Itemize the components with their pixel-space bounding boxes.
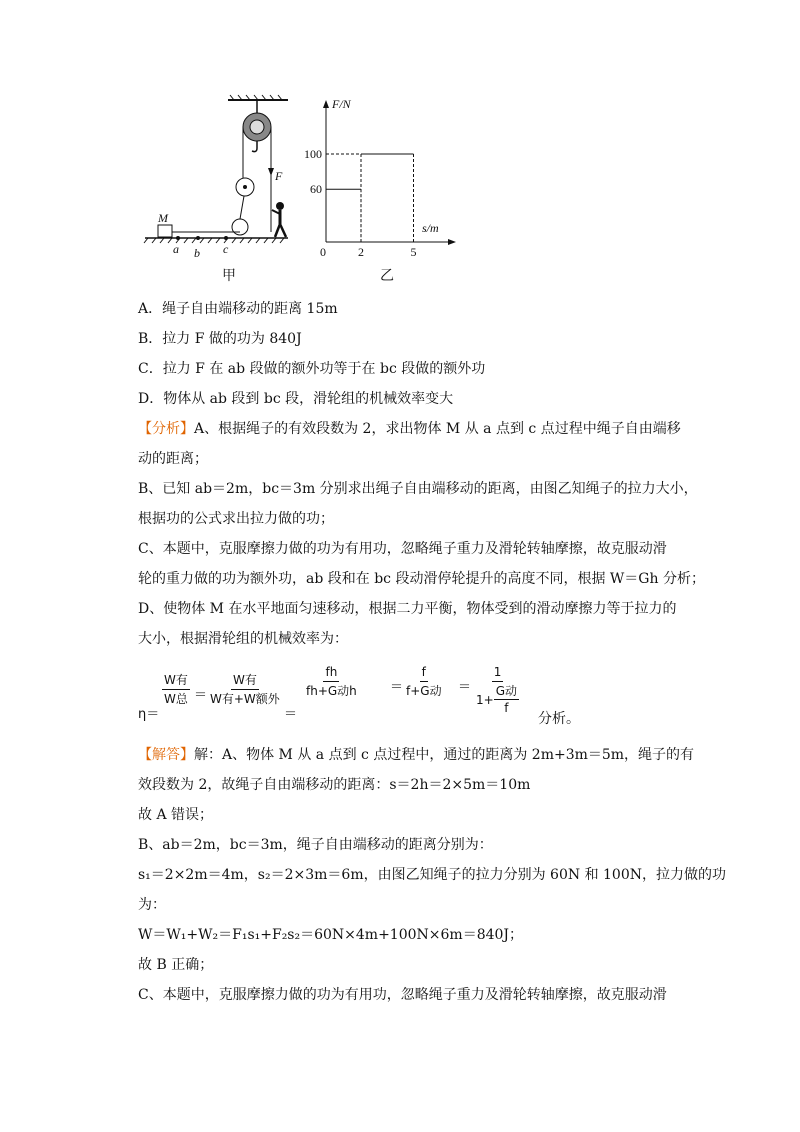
- fraction-5-den: [474, 682, 521, 716]
- fraction-2-den: W有+W额外: [210, 692, 280, 706]
- answer-line7: W＝W₁+W₂＝F₁s₁+F₂s₂＝60N×4m+100N×6m＝840J；: [138, 927, 524, 943]
- analysis-b-line1: B、已知 ab＝2m，bc＝3m 分别求出绳子自由端移动的距离，由图乙知绳子的拉力大小，: [138, 481, 698, 497]
- y-tick-label: 100: [304, 147, 322, 161]
- point-c-label: c: [223, 242, 229, 256]
- inner-fraction: [494, 683, 519, 716]
- efficiency-formula: [138, 664, 678, 734]
- x-tick-label: 5: [410, 245, 417, 259]
- equals-2: ＝: [284, 707, 298, 722]
- x-axis-label: s/m: [422, 221, 439, 235]
- answer-line4: B、ab＝2m，bc＝3m，绳子自由端移动的距离分别为：: [138, 837, 493, 853]
- option-c: C．拉力 F 在 ab 段做的额外功等于在 bc 段做的额外功: [138, 361, 486, 377]
- answer-line6: 为：: [138, 897, 166, 913]
- document-body: [138, 294, 726, 1010]
- person-figure: [272, 202, 286, 237]
- fraction-1-den: W总: [164, 692, 188, 706]
- y-tick-label: 60: [310, 182, 322, 197]
- ground-pulley: [232, 219, 248, 235]
- answer-line2: 效段数为 2，故绳子自由端移动的距离：s＝2h＝2×5m＝10m: [138, 777, 531, 793]
- inner-fraction-num: G动: [495, 684, 518, 698]
- fraction-5-num: 1: [492, 664, 504, 682]
- fraction-2-num: W有: [231, 672, 259, 690]
- x-tick-label: 2: [358, 245, 364, 259]
- ground: [144, 238, 288, 243]
- analysis-d-line1: D、使物体 M 在水平地面匀速移动，根据二力平衡，物体受到的滑动摩擦力等于拉力的: [138, 601, 677, 617]
- equals-1: ＝: [194, 688, 208, 703]
- analysis-b-line2: 根据功的公式求出拉力做的功；: [138, 511, 334, 527]
- equals-3: ＝: [390, 680, 404, 695]
- answer-line9: C、本题中，克服摩擦力做的功为有用功，忽略绳子重力及滑轮转轴摩擦，故克服动滑: [138, 987, 667, 1003]
- inner-fraction-den: f: [504, 701, 509, 715]
- option-b: B．拉力 F 做的功为 840J: [138, 331, 302, 347]
- point-a-label: a: [173, 242, 179, 256]
- analysis-tag: 【分析】: [138, 421, 194, 437]
- analysis-d-line2: 大小，根据滑轮组的机械效率为：: [138, 631, 348, 647]
- fraction-4: [404, 664, 444, 699]
- analysis-c-line2: 轮的重力做的功为额外功，ab 段和在 bc 段动滑停轮提升的高度不同，根据 W＝Gh 分析；: [138, 571, 705, 587]
- fraction-1: [162, 672, 190, 707]
- force-label: F: [275, 169, 283, 183]
- force-distance-graph: [304, 97, 456, 259]
- analysis-text: A、根据绳子的有效段数为 2，求出物体 M 从 a 点到 c 点过程中绳子自由端移: [194, 421, 681, 437]
- answer-text: 解：A、物体 M 从 a 点到 c 点过程中，通过的距离为 2m+3m＝5m，绳子的有: [194, 747, 695, 763]
- eta-symbol: η＝: [138, 707, 160, 722]
- fraction-5: [474, 664, 521, 716]
- caption-left: 甲: [222, 268, 236, 284]
- ceiling-hatch: [228, 95, 288, 100]
- fraction-5-den-lead: 1+: [476, 692, 494, 707]
- caption-right: 乙: [380, 268, 394, 284]
- answer-line8: 故 B 正确；: [138, 957, 214, 973]
- block-M: [158, 225, 172, 237]
- answer-tag: 【解答】: [138, 747, 194, 763]
- analysis-a-line2: 动的距离；: [138, 451, 208, 467]
- fraction-1-num: W有: [162, 672, 190, 690]
- fraction-3: [304, 664, 359, 699]
- option-d: D．物体从 ab 段到 bc 段，滑轮组的机械效率变大: [138, 391, 454, 407]
- block-label: M: [158, 211, 168, 225]
- origin-label: 0: [320, 245, 326, 259]
- analysis-a-line1: [138, 414, 681, 444]
- fraction-2: [208, 672, 282, 707]
- fraction-3-num: fh: [323, 664, 339, 682]
- point-b-label: b: [194, 246, 200, 260]
- answer-line3: 故 A 错误；: [138, 807, 214, 823]
- equals-4: ＝: [458, 680, 472, 695]
- answer-line1: [138, 740, 695, 770]
- option-a: A．绳子自由端移动的距离 15m: [138, 301, 338, 317]
- answer-line5: s₁＝2×2m＝4m，s₂＝2×3m＝6m，由图乙知绳子的拉力分别为 60N 和 100N，拉力做的功: [138, 867, 726, 883]
- formula-suffix: 分析。: [538, 711, 580, 727]
- physics-figure: [140, 92, 460, 292]
- y-axis-label: F/N: [332, 97, 351, 111]
- fraction-4-den: f+G动: [406, 684, 442, 698]
- fraction-3-den: fh+G动h: [306, 684, 357, 698]
- fraction-4-num: f: [420, 664, 428, 682]
- analysis-c-line1: C、本题中，克服摩擦力做的功为有用功，忽略绳子重力及滑轮转轴摩擦，故克服动滑: [138, 541, 667, 557]
